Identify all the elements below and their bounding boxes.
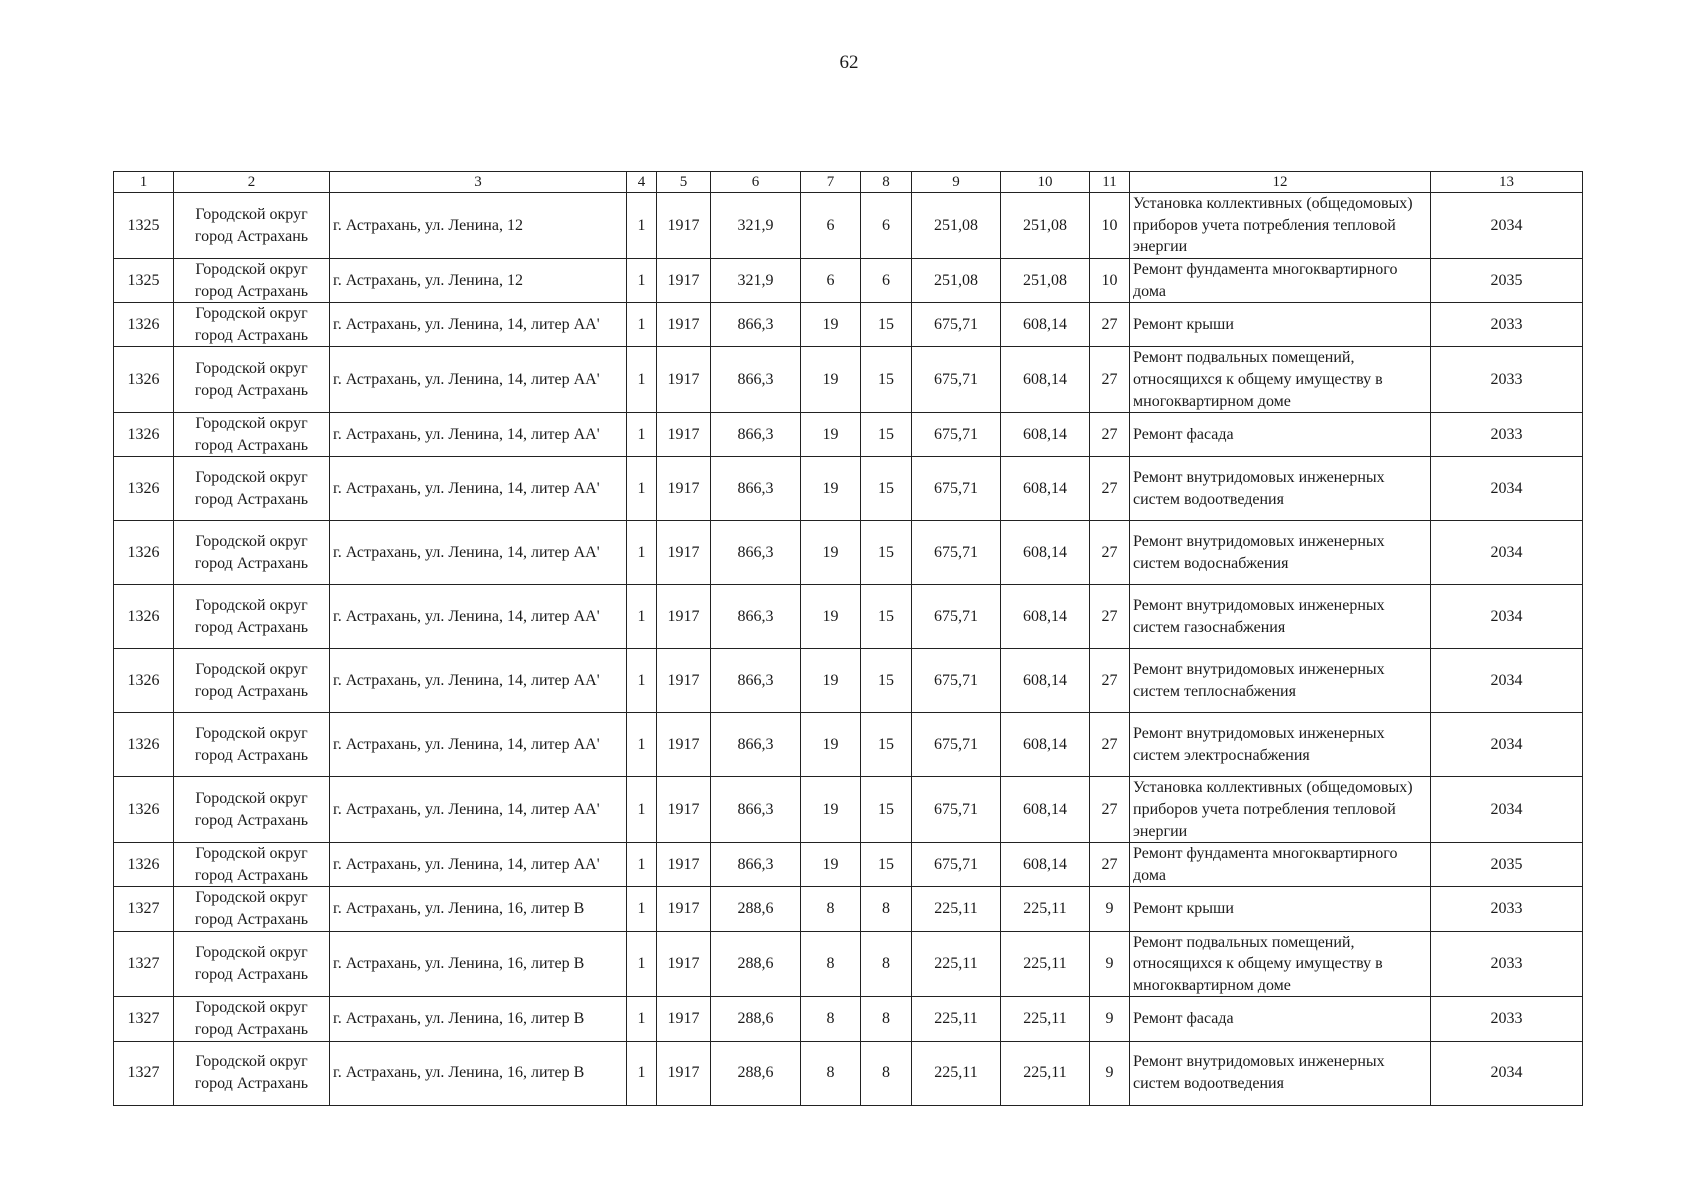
col8-cell: 15 xyxy=(861,843,912,887)
col6-cell: 866,3 xyxy=(711,843,801,887)
plan-year-cell: 2033 xyxy=(1431,347,1583,413)
col4-cell: 1 xyxy=(627,521,657,585)
address-cell: г. Астрахань, ул. Ленина, 14, литер АА' xyxy=(330,585,627,649)
col10-cell: 608,14 xyxy=(1001,843,1090,887)
col8-cell: 15 xyxy=(861,649,912,713)
address-cell: г. Астрахань, ул. Ленина, 14, литер АА' xyxy=(330,713,627,777)
col10-cell: 608,14 xyxy=(1001,713,1090,777)
col9-cell: 675,71 xyxy=(912,521,1001,585)
col7-cell: 19 xyxy=(801,347,861,413)
plan-year-cell: 2035 xyxy=(1431,259,1583,303)
col9-cell: 675,71 xyxy=(912,777,1001,843)
col7-cell: 8 xyxy=(801,887,861,931)
address-cell: г. Астрахань, ул. Ленина, 14, литер АА' xyxy=(330,303,627,347)
col9-cell: 675,71 xyxy=(912,843,1001,887)
address-cell: г. Астрахань, ул. Ленина, 16, литер В xyxy=(330,931,627,997)
year-cell: 1917 xyxy=(657,259,711,303)
year-cell: 1917 xyxy=(657,521,711,585)
table-row xyxy=(114,997,1583,1041)
col10-cell: 608,14 xyxy=(1001,413,1090,457)
column-header: 13 xyxy=(1431,172,1583,193)
col9-cell: 675,71 xyxy=(912,413,1001,457)
col4-cell: 1 xyxy=(627,457,657,521)
municipality-cell: Городской округ город Астрахань xyxy=(174,931,330,997)
work-type-cell: Ремонт фундамента многоквартирного дома xyxy=(1130,259,1431,303)
col9-cell: 225,11 xyxy=(912,887,1001,931)
col9-cell: 675,71 xyxy=(912,713,1001,777)
col4-cell: 1 xyxy=(627,585,657,649)
col6-cell: 866,3 xyxy=(711,649,801,713)
col9-cell: 225,11 xyxy=(912,1041,1001,1105)
col6-cell: 321,9 xyxy=(711,193,801,259)
table-row xyxy=(114,931,1583,997)
table-body xyxy=(114,193,1583,1105)
work-type-cell: Ремонт крыши xyxy=(1130,303,1431,347)
municipality-cell: Городской округ город Астрахань xyxy=(174,259,330,303)
col10-cell: 225,11 xyxy=(1001,1041,1090,1105)
col7-cell: 19 xyxy=(801,303,861,347)
col10-cell: 225,11 xyxy=(1001,931,1090,997)
municipality-cell: Городской округ город Астрахань xyxy=(174,887,330,931)
col8-cell: 15 xyxy=(861,413,912,457)
col8-cell: 15 xyxy=(861,457,912,521)
municipality-cell: Городской округ город Астрахань xyxy=(174,713,330,777)
row-id-cell: 1326 xyxy=(114,777,174,843)
col10-cell: 608,14 xyxy=(1001,649,1090,713)
col4-cell: 1 xyxy=(627,931,657,997)
col6-cell: 321,9 xyxy=(711,259,801,303)
col11-cell: 27 xyxy=(1090,521,1130,585)
plan-year-cell: 2033 xyxy=(1431,303,1583,347)
column-header: 12 xyxy=(1130,172,1431,193)
municipality-cell: Городской округ город Астрахань xyxy=(174,521,330,585)
col6-cell: 866,3 xyxy=(711,303,801,347)
col4-cell: 1 xyxy=(627,259,657,303)
row-id-cell: 1326 xyxy=(114,303,174,347)
col11-cell: 27 xyxy=(1090,713,1130,777)
year-cell: 1917 xyxy=(657,193,711,259)
col11-cell: 27 xyxy=(1090,649,1130,713)
table-row xyxy=(114,303,1583,347)
year-cell: 1917 xyxy=(657,777,711,843)
table-row xyxy=(114,259,1583,303)
municipality-cell: Городской округ город Астрахань xyxy=(174,777,330,843)
col7-cell: 19 xyxy=(801,585,861,649)
year-cell: 1917 xyxy=(657,347,711,413)
address-cell: г. Астрахань, ул. Ленина, 14, литер АА' xyxy=(330,843,627,887)
col11-cell: 27 xyxy=(1090,843,1130,887)
column-header: 8 xyxy=(861,172,912,193)
col11-cell: 9 xyxy=(1090,887,1130,931)
col7-cell: 8 xyxy=(801,997,861,1041)
col10-cell: 225,11 xyxy=(1001,997,1090,1041)
column-header: 2 xyxy=(174,172,330,193)
col11-cell: 9 xyxy=(1090,931,1130,997)
col6-cell: 866,3 xyxy=(711,457,801,521)
col8-cell: 15 xyxy=(861,585,912,649)
col4-cell: 1 xyxy=(627,997,657,1041)
plan-year-cell: 2033 xyxy=(1431,931,1583,997)
address-cell: г. Астрахань, ул. Ленина, 14, литер АА' xyxy=(330,521,627,585)
col7-cell: 8 xyxy=(801,931,861,997)
col9-cell: 251,08 xyxy=(912,193,1001,259)
row-id-cell: 1326 xyxy=(114,457,174,521)
column-header: 7 xyxy=(801,172,861,193)
municipality-cell: Городской округ город Астрахань xyxy=(174,347,330,413)
work-type-cell: Ремонт фундамента многоквартирного дома xyxy=(1130,843,1431,887)
col7-cell: 6 xyxy=(801,259,861,303)
work-type-cell: Ремонт подвальных помещений, относящихся к общему имуществу в многоквартирном доме xyxy=(1130,347,1431,413)
column-header: 6 xyxy=(711,172,801,193)
work-type-cell: Установка коллективных (общедомовых) приборов учета потребления тепловой энергии xyxy=(1130,777,1431,843)
work-type-cell: Ремонт внутридомовых инженерных систем водоотведения xyxy=(1130,457,1431,521)
year-cell: 1917 xyxy=(657,649,711,713)
row-id-cell: 1326 xyxy=(114,347,174,413)
row-id-cell: 1327 xyxy=(114,887,174,931)
col11-cell: 27 xyxy=(1090,413,1130,457)
col6-cell: 866,3 xyxy=(711,521,801,585)
col10-cell: 608,14 xyxy=(1001,347,1090,413)
row-id-cell: 1325 xyxy=(114,193,174,259)
column-number-row xyxy=(114,172,1583,193)
table-row xyxy=(114,347,1583,413)
col6-cell: 866,3 xyxy=(711,713,801,777)
work-type-cell: Ремонт внутридомовых инженерных систем водоснабжения xyxy=(1130,521,1431,585)
col7-cell: 19 xyxy=(801,521,861,585)
municipality-cell: Городской округ город Астрахань xyxy=(174,1041,330,1105)
year-cell: 1917 xyxy=(657,997,711,1041)
col10-cell: 608,14 xyxy=(1001,585,1090,649)
plan-year-cell: 2034 xyxy=(1431,713,1583,777)
municipality-cell: Городской округ город Астрахань xyxy=(174,585,330,649)
column-header: 11 xyxy=(1090,172,1130,193)
col11-cell: 27 xyxy=(1090,303,1130,347)
col11-cell: 27 xyxy=(1090,585,1130,649)
column-header: 1 xyxy=(114,172,174,193)
address-cell: г. Астрахань, ул. Ленина, 14, литер АА' xyxy=(330,649,627,713)
col4-cell: 1 xyxy=(627,713,657,777)
col11-cell: 9 xyxy=(1090,997,1130,1041)
work-type-cell: Ремонт внутридомовых инженерных систем водоотведения xyxy=(1130,1041,1431,1105)
col8-cell: 8 xyxy=(861,997,912,1041)
plan-year-cell: 2033 xyxy=(1431,887,1583,931)
address-cell: г. Астрахань, ул. Ленина, 16, литер В xyxy=(330,887,627,931)
col7-cell: 19 xyxy=(801,457,861,521)
row-id-cell: 1326 xyxy=(114,521,174,585)
col8-cell: 6 xyxy=(861,193,912,259)
col7-cell: 19 xyxy=(801,413,861,457)
work-type-cell: Ремонт внутридомовых инженерных систем электроснабжения xyxy=(1130,713,1431,777)
col4-cell: 1 xyxy=(627,347,657,413)
col8-cell: 8 xyxy=(861,1041,912,1105)
register-table xyxy=(113,171,1583,1106)
address-cell: г. Астрахань, ул. Ленина, 14, литер АА' xyxy=(330,777,627,843)
address-cell: г. Астрахань, ул. Ленина, 14, литер АА' xyxy=(330,413,627,457)
table-row xyxy=(114,457,1583,521)
col8-cell: 8 xyxy=(861,931,912,997)
address-cell: г. Астрахань, ул. Ленина, 12 xyxy=(330,193,627,259)
municipality-cell: Городской округ город Астрахань xyxy=(174,193,330,259)
col7-cell: 19 xyxy=(801,713,861,777)
col11-cell: 9 xyxy=(1090,1041,1130,1105)
municipality-cell: Городской округ город Астрахань xyxy=(174,303,330,347)
col10-cell: 608,14 xyxy=(1001,457,1090,521)
plan-year-cell: 2034 xyxy=(1431,1041,1583,1105)
col8-cell: 15 xyxy=(861,777,912,843)
column-header: 9 xyxy=(912,172,1001,193)
table-row xyxy=(114,843,1583,887)
address-cell: г. Астрахань, ул. Ленина, 16, литер В xyxy=(330,1041,627,1105)
year-cell: 1917 xyxy=(657,843,711,887)
work-type-cell: Ремонт внутридомовых инженерных систем газоснабжения xyxy=(1130,585,1431,649)
row-id-cell: 1327 xyxy=(114,997,174,1041)
col4-cell: 1 xyxy=(627,777,657,843)
table-row xyxy=(114,413,1583,457)
col7-cell: 6 xyxy=(801,193,861,259)
column-header: 10 xyxy=(1001,172,1090,193)
plan-year-cell: 2034 xyxy=(1431,649,1583,713)
year-cell: 1917 xyxy=(657,413,711,457)
col9-cell: 675,71 xyxy=(912,585,1001,649)
address-cell: г. Астрахань, ул. Ленина, 14, литер АА' xyxy=(330,457,627,521)
col7-cell: 19 xyxy=(801,649,861,713)
row-id-cell: 1326 xyxy=(114,713,174,777)
plan-year-cell: 2034 xyxy=(1431,521,1583,585)
work-type-cell: Ремонт фасада xyxy=(1130,997,1431,1041)
col4-cell: 1 xyxy=(627,1041,657,1105)
plan-year-cell: 2034 xyxy=(1431,193,1583,259)
col8-cell: 15 xyxy=(861,713,912,777)
col6-cell: 288,6 xyxy=(711,887,801,931)
col9-cell: 251,08 xyxy=(912,259,1001,303)
year-cell: 1917 xyxy=(657,1041,711,1105)
year-cell: 1917 xyxy=(657,303,711,347)
page-number: 62 xyxy=(839,52,859,73)
col6-cell: 866,3 xyxy=(711,777,801,843)
municipality-cell: Городской округ город Астрахань xyxy=(174,457,330,521)
col10-cell: 608,14 xyxy=(1001,303,1090,347)
row-id-cell: 1326 xyxy=(114,585,174,649)
plan-year-cell: 2035 xyxy=(1431,843,1583,887)
work-type-cell: Ремонт крыши xyxy=(1130,887,1431,931)
col6-cell: 866,3 xyxy=(711,347,801,413)
row-id-cell: 1326 xyxy=(114,843,174,887)
table-row xyxy=(114,649,1583,713)
col6-cell: 288,6 xyxy=(711,1041,801,1105)
col4-cell: 1 xyxy=(627,649,657,713)
table-row xyxy=(114,777,1583,843)
col11-cell: 10 xyxy=(1090,259,1130,303)
row-id-cell: 1326 xyxy=(114,649,174,713)
col4-cell: 1 xyxy=(627,843,657,887)
col6-cell: 866,3 xyxy=(711,585,801,649)
plan-year-cell: 2033 xyxy=(1431,413,1583,457)
col6-cell: 288,6 xyxy=(711,997,801,1041)
col9-cell: 225,11 xyxy=(912,931,1001,997)
col8-cell: 15 xyxy=(861,521,912,585)
row-id-cell: 1326 xyxy=(114,413,174,457)
year-cell: 1917 xyxy=(657,713,711,777)
work-type-cell: Ремонт внутридомовых инженерных систем теплоснабжения xyxy=(1130,649,1431,713)
municipality-cell: Городской округ город Астрахань xyxy=(174,997,330,1041)
col4-cell: 1 xyxy=(627,193,657,259)
col8-cell: 8 xyxy=(861,887,912,931)
col7-cell: 8 xyxy=(801,1041,861,1105)
col11-cell: 27 xyxy=(1090,457,1130,521)
table-row xyxy=(114,585,1583,649)
table-row xyxy=(114,1041,1583,1105)
plan-year-cell: 2034 xyxy=(1431,585,1583,649)
col10-cell: 251,08 xyxy=(1001,193,1090,259)
col9-cell: 675,71 xyxy=(912,303,1001,347)
col9-cell: 675,71 xyxy=(912,347,1001,413)
col4-cell: 1 xyxy=(627,303,657,347)
year-cell: 1917 xyxy=(657,457,711,521)
year-cell: 1917 xyxy=(657,887,711,931)
col11-cell: 27 xyxy=(1090,347,1130,413)
col7-cell: 19 xyxy=(801,843,861,887)
table-row xyxy=(114,887,1583,931)
work-type-cell: Установка коллективных (общедомовых) приборов учета потребления тепловой энергии xyxy=(1130,193,1431,259)
table-row xyxy=(114,521,1583,585)
column-header: 4 xyxy=(627,172,657,193)
table-row xyxy=(114,713,1583,777)
col9-cell: 225,11 xyxy=(912,997,1001,1041)
col10-cell: 608,14 xyxy=(1001,777,1090,843)
work-type-cell: Ремонт подвальных помещений, относящихся к общему имуществу в многоквартирном доме xyxy=(1130,931,1431,997)
row-id-cell: 1327 xyxy=(114,1041,174,1105)
col11-cell: 27 xyxy=(1090,777,1130,843)
municipality-cell: Городской округ город Астрахань xyxy=(174,413,330,457)
column-header: 3 xyxy=(330,172,627,193)
address-cell: г. Астрахань, ул. Ленина, 12 xyxy=(330,259,627,303)
year-cell: 1917 xyxy=(657,931,711,997)
col10-cell: 251,08 xyxy=(1001,259,1090,303)
table-row xyxy=(114,193,1583,259)
col4-cell: 1 xyxy=(627,887,657,931)
plan-year-cell: 2034 xyxy=(1431,777,1583,843)
col8-cell: 15 xyxy=(861,303,912,347)
work-type-cell: Ремонт фасада xyxy=(1130,413,1431,457)
year-cell: 1917 xyxy=(657,585,711,649)
municipality-cell: Городской округ город Астрахань xyxy=(174,649,330,713)
address-cell: г. Астрахань, ул. Ленина, 16, литер В xyxy=(330,997,627,1041)
municipality-cell: Городской округ город Астрахань xyxy=(174,843,330,887)
row-id-cell: 1327 xyxy=(114,931,174,997)
col9-cell: 675,71 xyxy=(912,457,1001,521)
col11-cell: 10 xyxy=(1090,193,1130,259)
column-header: 5 xyxy=(657,172,711,193)
plan-year-cell: 2034 xyxy=(1431,457,1583,521)
col6-cell: 866,3 xyxy=(711,413,801,457)
col10-cell: 225,11 xyxy=(1001,887,1090,931)
col8-cell: 15 xyxy=(861,347,912,413)
col8-cell: 6 xyxy=(861,259,912,303)
col7-cell: 19 xyxy=(801,777,861,843)
plan-year-cell: 2033 xyxy=(1431,997,1583,1041)
col4-cell: 1 xyxy=(627,413,657,457)
row-id-cell: 1325 xyxy=(114,259,174,303)
col6-cell: 288,6 xyxy=(711,931,801,997)
address-cell: г. Астрахань, ул. Ленина, 14, литер АА' xyxy=(330,347,627,413)
col9-cell: 675,71 xyxy=(912,649,1001,713)
col10-cell: 608,14 xyxy=(1001,521,1090,585)
